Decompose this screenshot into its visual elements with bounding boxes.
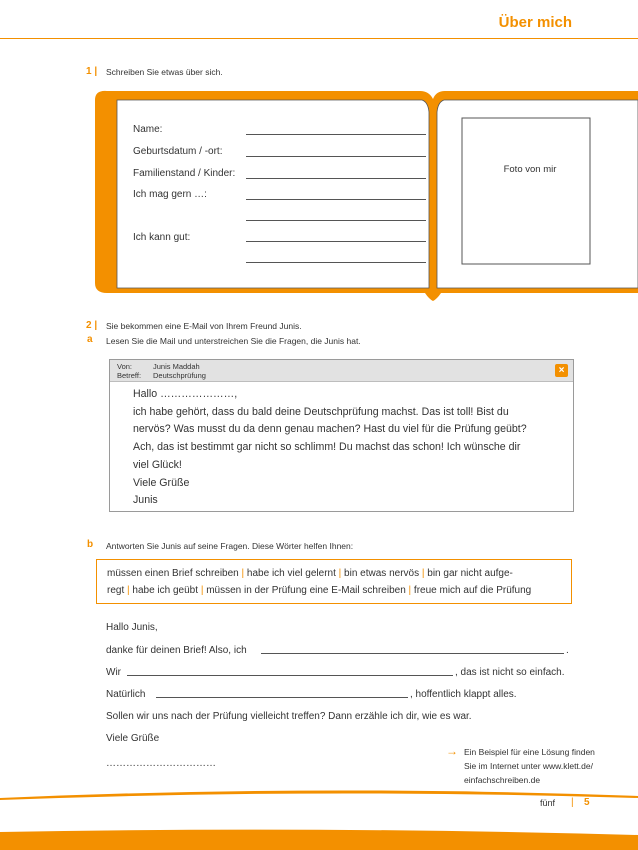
exercise-1-instruction: Schreiben Sie etwas über sich. [106,67,223,77]
letter-line-1-blank[interactable] [261,653,564,654]
field-birth-label: Geburtsdatum / -ort: [133,146,223,157]
word-box [96,559,572,604]
word-separator: | [241,568,245,579]
word-separator: | [338,568,342,579]
word-separator: | [421,568,425,579]
letter-greeting: Hallo Junis, [106,622,158,633]
word-item: regt [107,585,125,596]
letter-line-2-start: Wir [106,667,121,678]
exercise-1-number: 1 | [86,66,98,77]
letter-line-4: Sollen wir uns nach der Prüfung vielleicht treffen? Dann erzähle ich dir, wie es war. [106,711,472,722]
hint-line: einfachschreiben.de [464,775,541,785]
field-likes-label: Ich mag gern …: [133,189,207,200]
word-item: habe ich viel gelernt [246,568,336,579]
word-item: bin etwas nervös [344,568,420,579]
hint-line: Ein Beispiel für eine Lösung finden [464,747,595,757]
section-title: Über mich [498,14,572,31]
word-item: bin gar nicht aufge- [427,568,513,579]
letter-line-1-start: danke für deinen Brief! Also, ich [106,645,247,656]
photo-frame [462,118,590,264]
letter-line-3-start: Natürlich [106,689,146,700]
arrow-right-icon: → [446,744,458,758]
word-item: müssen einen Brief schreiben [107,568,239,579]
letter-line-3-blank[interactable] [156,697,408,698]
email-subject-label: Betreff: [117,371,142,380]
word-separator: | [408,585,412,596]
photo-label: Foto von mir [503,164,557,175]
word-item: freue mich auf die Prüfung [413,585,532,596]
exercise-2a-instruction: Lesen Sie die Mail und unterstreichen Sie die Fragen, die Junis hat. [106,336,361,346]
exercise-2b-letter: b [87,539,94,550]
word-item: habe ich geübt [132,585,199,596]
letter-signature: …………………………… [106,758,216,769]
field-skills-line[interactable] [246,241,426,242]
field-birth-line[interactable] [246,156,426,157]
exercise-2b-instruction: Antworten Sie Junis auf seine Fragen. Diese Wörter helfen Ihnen: [106,541,354,551]
page-word: fünf [540,798,556,808]
field-skills-line-2[interactable] [246,262,426,263]
field-name-label: Name: [133,124,163,135]
email-from-label: Von: [117,362,133,371]
letter-line-1-end: . [566,645,569,656]
email-body [133,386,563,510]
letter-line-2-end: , das ist nicht so einfach. [455,667,565,678]
field-likes-line[interactable] [246,199,426,200]
close-icon[interactable]: × [555,364,568,377]
letter-line-3-end: , hoffentlich klappt alles. [410,689,517,700]
email-line: Junis [133,494,158,507]
exercise-2-number: 2 | [86,320,98,331]
solution-hint [464,745,595,787]
word-separator: | [200,585,204,596]
field-skills-label: Ich kann gut: [133,232,191,243]
email-line: Viele Grüße [133,476,190,489]
email-header [110,360,573,382]
field-family-line[interactable] [246,178,426,179]
header-rule [0,38,638,39]
exercise-2-instruction: Sie bekommen eine E-Mail von Ihrem Freund Junis. [106,321,302,331]
word-separator: | [127,585,130,596]
hint-line: Sie im Internet unter www.klett.de/ [464,761,593,771]
email-window [109,359,574,512]
exercise-2a-letter: a [87,334,93,345]
field-name-line[interactable] [246,134,426,135]
email-line: ich habe gehört, dass du bald deine Deutschprüfung machst. Das ist toll! Bist du [133,405,509,418]
field-likes-line-2[interactable] [246,220,426,221]
page-number: 5 [584,797,590,808]
field-family-label: Familienstand / Kinder: [133,168,236,179]
letter-line-2-blank[interactable] [127,675,453,676]
word-item: müssen in der Prüfung eine E-Mail schreiben [206,585,406,596]
letter-closing: Viele Grüße [106,733,160,744]
email-line: Hallo …………………, [133,388,238,400]
page-separator: | [571,797,574,808]
email-line: Ach, das ist bestimmt gar nicht so schlimm! Du machst das schon! Ich wünsche dir [133,441,521,454]
email-line: nervös? Was musst du da denn genau machen? Hast du viel für die Prüfung geübt? [133,423,527,436]
email-line: viel Glück! [133,458,182,471]
email-subject: Deutschprüfung [153,371,206,380]
email-from: Junis Maddah [153,362,200,371]
